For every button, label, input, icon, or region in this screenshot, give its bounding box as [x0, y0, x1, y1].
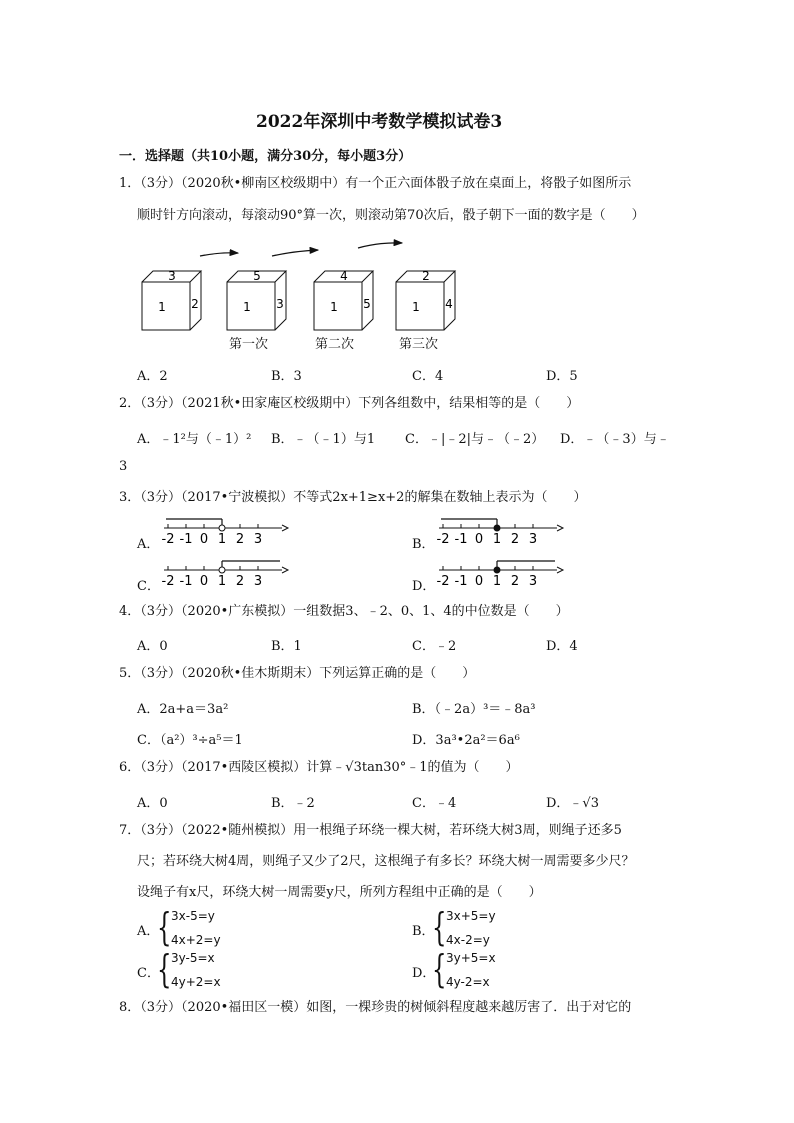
- die-front-number: 1: [330, 300, 338, 314]
- q4-stem: 4．（3分）（2020•广东模拟）一组数据3、﹣2、0、1、4的中位数是（ ）: [119, 604, 569, 619]
- roll-arrow-2: [272, 250, 318, 256]
- q7-option-c[interactable]: [137, 949, 337, 993]
- q7-option-a[interactable]: [137, 907, 337, 951]
- q7-option-b-eq1: 3x+5=y: [446, 909, 496, 923]
- q3-numberline-a: [162, 516, 292, 550]
- endpoint-dot: [494, 525, 500, 531]
- q2-stem: 2．（3分）（2021秋•田家庵区校级期中）下列各组数中，结果相等的是（ ）: [119, 396, 580, 411]
- tick-label: -1: [179, 574, 193, 589]
- die-front-number: 1: [412, 300, 420, 314]
- tick-label: 3: [528, 532, 538, 547]
- die-top-number: 4: [340, 269, 348, 283]
- q4-option-b[interactable]: B．1: [271, 639, 302, 654]
- q6-option-a[interactable]: A．0: [137, 796, 168, 811]
- q1-option-b[interactable]: B．3: [271, 369, 302, 384]
- q7-option-c-eq2: 4y+2=x: [171, 975, 221, 989]
- arrow-icon: [557, 567, 563, 573]
- tick-label: -1: [454, 532, 468, 547]
- q1-stem-line1: 1．（3分）（2020秋•柳南区校级期中）有一个正六面体骰子放在桌面上，将骰子如图所示: [119, 176, 632, 191]
- q1-option-d[interactable]: D．5: [546, 369, 578, 384]
- q7-option-c-label: C．: [137, 966, 160, 981]
- brace-icon: {: [432, 947, 447, 991]
- page-title: 2022年深圳中考数学模拟试卷3: [256, 112, 503, 132]
- q3-option-b-label[interactable]: B．: [412, 537, 435, 552]
- die-1: [142, 269, 201, 330]
- tick-label: 2: [235, 574, 245, 589]
- q7-option-a-eq2: 4x+2=y: [171, 933, 221, 947]
- q7-option-a-label: A．: [137, 924, 160, 939]
- q7-option-b-label: B．: [412, 924, 435, 939]
- tick-label: 3: [528, 574, 538, 589]
- q3-numberline-d: [437, 558, 567, 592]
- roll-arrow-1: [200, 253, 238, 256]
- die-front-number: 1: [243, 300, 251, 314]
- q7-stem-line2: 尺；若环绕大树4周，则绳子又少了2尺，这根绳子有多长？环绕大树一周需要多少尺？: [137, 854, 635, 869]
- tick-label: 1: [492, 574, 502, 589]
- die-side-number: 3: [276, 297, 284, 311]
- q5-option-c[interactable]: C．（a²）³÷a⁵＝1: [137, 733, 243, 748]
- tick-label: 0: [474, 532, 484, 547]
- q7-option-d-eq2: 4y-2=x: [446, 975, 490, 989]
- q5-option-d[interactable]: D．3a³•2a²＝6a⁶: [412, 733, 520, 748]
- section-heading: 一．选择题（共10小题，满分30分，每小题3分）: [119, 149, 412, 164]
- q7-option-d-label: D．: [412, 966, 436, 981]
- tick-label: 3: [253, 574, 263, 589]
- tick-label: 1: [492, 532, 502, 547]
- tick-label: -2: [162, 532, 175, 547]
- q1-option-c[interactable]: C．4: [412, 369, 444, 384]
- q2-option-d[interactable]: D．﹣（﹣3）与﹣: [560, 432, 670, 447]
- q2-option-b[interactable]: B．﹣（﹣1）与1: [271, 432, 376, 447]
- die-top-number: 2: [422, 269, 430, 283]
- die-2: [227, 269, 286, 330]
- q5-stem: 5．（3分）（2020秋•佳木斯期末）下列运算正确的是（ ）: [119, 666, 476, 681]
- tick-label: 2: [510, 532, 520, 547]
- tick-label: 3: [253, 532, 263, 547]
- q5-option-b[interactable]: B．（﹣2a）³＝﹣8a³: [412, 702, 536, 717]
- q2-option-d-cont: 3: [119, 459, 128, 474]
- arrow-icon: [282, 567, 288, 573]
- q6-option-c[interactable]: C．﹣4: [412, 796, 457, 811]
- die-front-number: 1: [158, 300, 166, 314]
- q4-option-c[interactable]: C．﹣2: [412, 639, 457, 654]
- q6-stem: 6．（3分）（2017•西陵区模拟）计算﹣√3tan30°﹣1的值为（ ）: [119, 760, 519, 775]
- q6-option-d[interactable]: D．﹣√3: [546, 796, 599, 811]
- brace-icon: {: [157, 905, 172, 949]
- tick-label: 1: [217, 532, 227, 547]
- die-side-number: 5: [363, 297, 371, 311]
- q3-option-a-label[interactable]: A．: [137, 537, 160, 552]
- tick-label: 0: [199, 574, 209, 589]
- q1-caption-3: 第三次: [399, 337, 439, 352]
- q7-option-d[interactable]: [412, 949, 612, 993]
- brace-icon: {: [432, 905, 447, 949]
- q7-option-b-eq2: 4x-2=y: [446, 933, 490, 947]
- tick-label: -1: [454, 574, 468, 589]
- arrow-icon: [282, 525, 288, 531]
- q5-option-a[interactable]: A．2a+a＝3a²: [137, 702, 229, 717]
- tick-label: 2: [510, 574, 520, 589]
- q3-stem: 3．（3分）（2017•宁波模拟）不等式2x+1≥x+2的解集在数轴上表示为（ ）: [119, 490, 587, 505]
- q3-numberline-c: [162, 558, 292, 592]
- q1-caption-1: 第一次: [229, 337, 269, 352]
- q3-option-c-label[interactable]: C．: [137, 579, 160, 594]
- q4-option-d[interactable]: D．4: [546, 639, 578, 654]
- die-4: [396, 269, 455, 330]
- arrow-icon: [557, 525, 563, 531]
- die-top-number: 3: [168, 269, 176, 283]
- q7-option-a-eq1: 3x-5=y: [171, 909, 215, 923]
- q7-stem-line1: 7．（3分）（2022•随州模拟）用一根绳子环绕一棵大树，若环绕大树3周，则绳子还多5: [119, 823, 622, 838]
- tick-label: -2: [437, 574, 450, 589]
- tick-label: -2: [162, 574, 175, 589]
- q1-option-a[interactable]: A．2: [137, 369, 168, 384]
- q1-stem-line2: 顺时针方向滚动，每滚动90°算一次，则滚动第70次后，骰子朝下一面的数字是（ ）: [137, 208, 645, 223]
- q8-stem: 8．（3分）（2020•福田区一模）如图，一棵珍贵的树倾斜程度越来越厉害了．出于对它的: [119, 1000, 632, 1015]
- brace-icon: {: [157, 947, 172, 991]
- tick-label: -1: [179, 532, 193, 547]
- tick-label: -2: [437, 532, 450, 547]
- die-side-number: 4: [445, 297, 453, 311]
- q3-option-d-label[interactable]: D．: [412, 579, 436, 594]
- endpoint-dot: [219, 525, 225, 531]
- die-top-number: 5: [253, 269, 261, 283]
- q6-option-b[interactable]: B．﹣2: [271, 796, 315, 811]
- q2-option-c[interactable]: C．﹣|﹣2|与﹣（﹣2）: [405, 432, 545, 447]
- q7-option-b[interactable]: [412, 907, 612, 951]
- tick-label: 0: [474, 574, 484, 589]
- die-3: [314, 269, 373, 330]
- q7-option-d-eq1: 3y+5=x: [446, 951, 496, 965]
- endpoint-dot: [219, 567, 225, 573]
- q2-option-a[interactable]: A．﹣1²与（﹣1）²: [137, 432, 252, 447]
- endpoint-dot: [494, 567, 500, 573]
- q7-option-c-eq1: 3y-5=x: [171, 951, 215, 965]
- q4-option-a[interactable]: A．0: [137, 639, 168, 654]
- q1-caption-2: 第二次: [315, 337, 355, 352]
- tick-label: 1: [217, 574, 227, 589]
- tick-label: 0: [199, 532, 209, 547]
- q3-numberline-b: [437, 516, 567, 550]
- roll-arrow-3: [358, 243, 402, 248]
- die-side-number: 2: [191, 297, 199, 311]
- tick-label: 2: [235, 532, 245, 547]
- q7-stem-line3: 设绳子有x尺，环绕大树一周需要y尺，所列方程组中正确的是（ ）: [137, 885, 542, 900]
